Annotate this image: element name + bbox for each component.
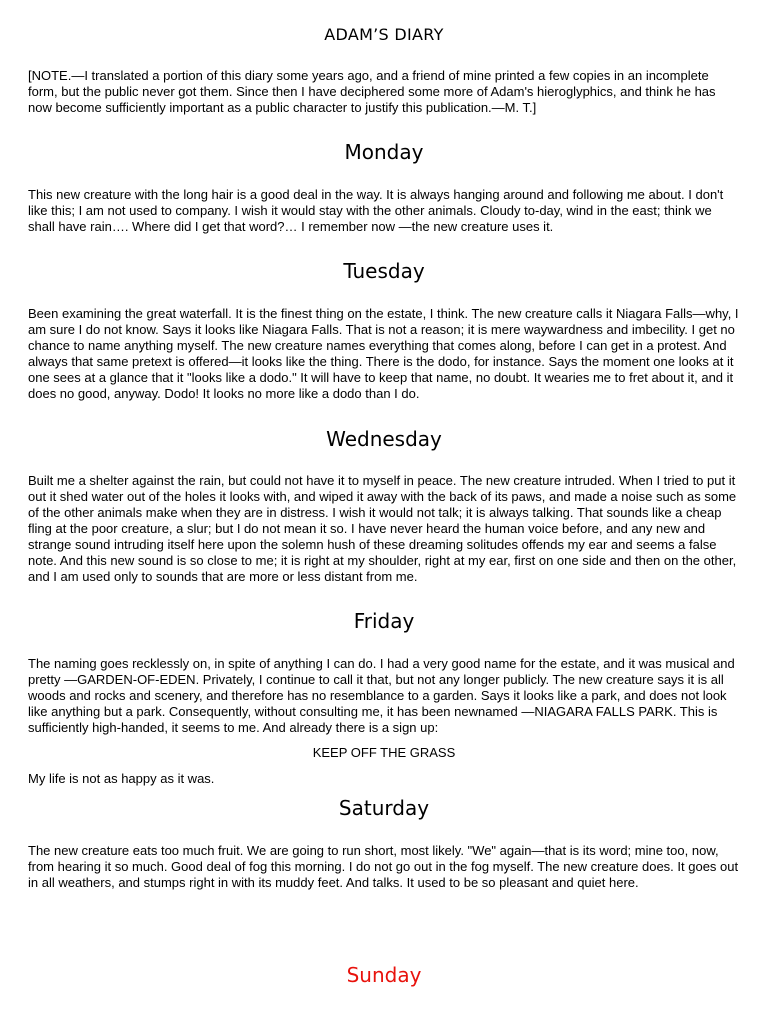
entry-friday-after: My life is not as happy as it was. xyxy=(28,771,215,786)
entry-monday-text: This new creature with the long hair is a good deal in the way. It is always hanging around and following me about. I don't like this; I am not used to company. I wish it would stay with the other animals. Cloudy to-day, wind in the east; think we shall have rain…. Where did I get that word?… I remember now —the new creature uses it. xyxy=(28,187,724,234)
editor-note: [NOTE.—I translated a portion of this diary some years ago, and a friend of mine printed a few copies in an incomplete form, but the public never got them. Since then I have deciphered some more of Adam's hieroglyphics, and think he has now become sufficiently important as a public character to justify this publication.—M. T.] xyxy=(28,68,716,115)
sign-text: KEEP OFF THE GRASS xyxy=(312,745,456,760)
document-title: ADAM’S DIARY xyxy=(324,25,444,44)
heading-wednesday: Wednesday xyxy=(326,427,442,451)
heading-sunday: Sunday xyxy=(346,963,422,987)
entry-tuesday-text: Been examining the great waterfall. It is the finest thing on the estate, I think. The new creature calls it Niagara Falls—why, I am sure I do not know. Says it looks like Niagara Falls. That is not a reason; it is mere waywardness and imbecility. I get no chance to name anything myself. The new creature names everything that comes along, before I can get in a protest. And always that same pretext is offered—it looks like the thing. There is the dodo, for instance. Says the moment one looks at it one sees at a glance that it "looks like a dodo." It will have to keep that name, no doubt. It wearies me to fret about it, and it does no good, anyway. Dodo! It looks no more like a dodo than I do. xyxy=(28,306,739,401)
heading-tuesday: Tuesday xyxy=(343,259,425,283)
heading-saturday: Saturday xyxy=(338,796,430,820)
heading-friday: Friday xyxy=(353,609,415,633)
entry-saturday-text: The new creature eats too much fruit. We are going to run short, most likely. "We" again—that is its word; mine too, now, from hearing it so much. Good deal of fog this morning. I do not go out in the fog myself. The new creature does. It goes out in all weathers, and stumps right in with its muddy feet. And talks. It used to be so pleasant and quiet here. xyxy=(28,843,739,890)
entry-friday-text: The naming goes recklessly on, in spite of anything I can do. I had a very good name for the estate, and it was musical and pretty —GARDEN-OF-EDEN. Privately, I continue to call it that, but not any longer publicly. The new creature says it is all woods and rocks and scenery, and therefore has no resemblance to a garden. Says it looks like a park, and does not look like anything but a park. Consequently, without consulting me, it has been newnamed —NIAGARA FALLS PARK. This is sufficiently high-handed, it seems to me. And already there is a sign up: xyxy=(28,656,735,735)
heading-monday: Monday xyxy=(344,140,424,164)
entry-wednesday-text: Built me a shelter against the rain, but could not have it to myself in peace. The new creature intruded. When I tried to put it out it shed water out of the holes it looks with, and wiped it away with the back of its paws, and made a noise such as some of the other animals make when they are in distress. I wish it would not talk; it is always talking. That sounds like a cheap fling at the poor creature, a slur; but I do not mean it so. I have never heard the human voice before, and any new and strange sound intruding itself here upon the solemn hush of these dreaming solitudes offends my ear and seems a false note. And this new sound is so close to me; it is right at my shoulder, right at my ear, first on one side and then on the other, and I am used only to sounds that are more or less distant from me. xyxy=(28,473,737,584)
